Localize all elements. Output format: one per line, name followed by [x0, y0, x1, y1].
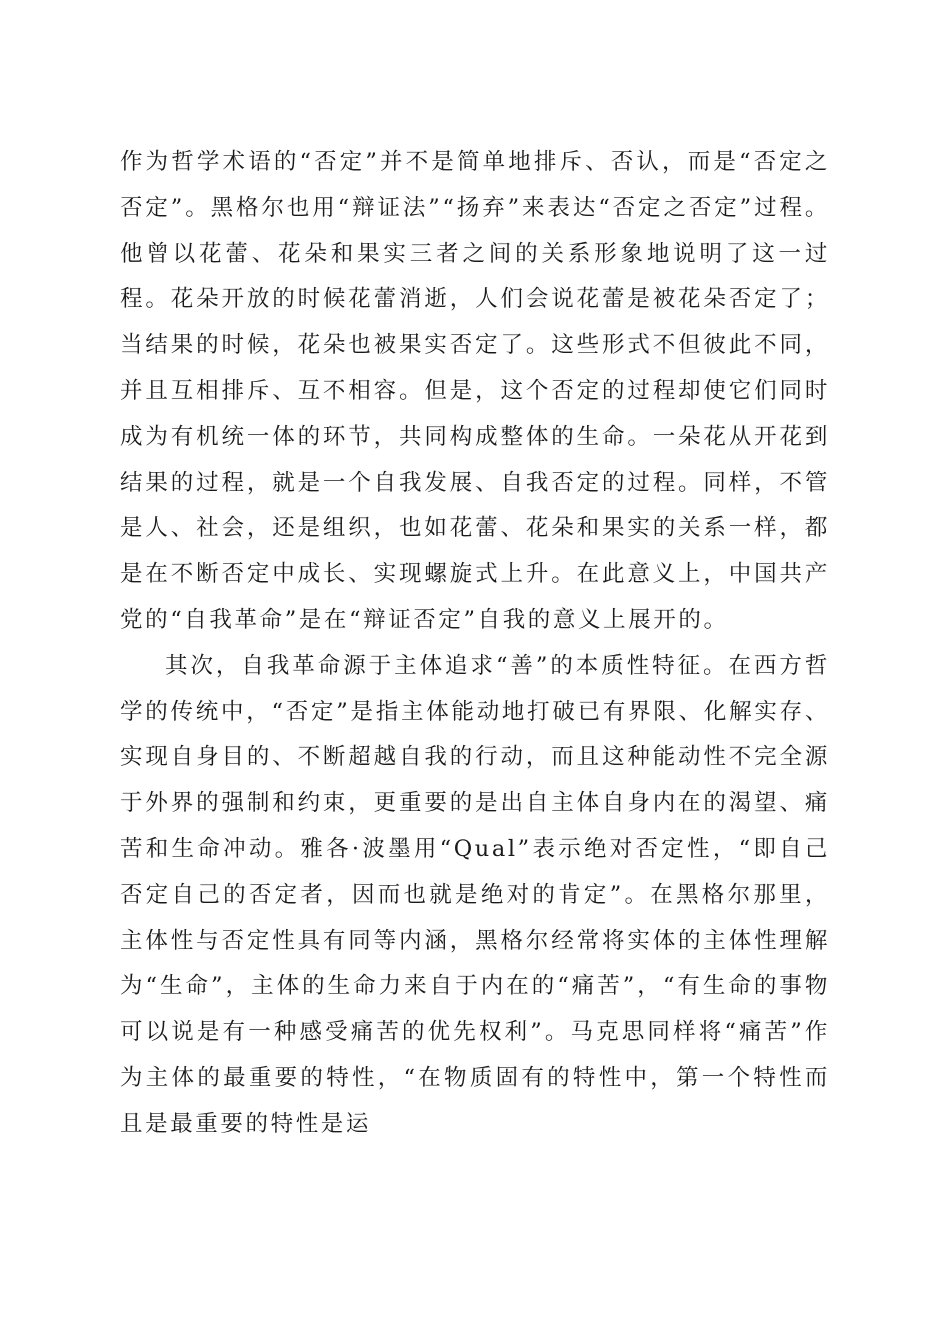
- paragraph-2: 其次，自我革命源于主体追求“善”的本质性特征。在西方哲学的传统中，“否定”是指主体能动地打破已有界限、化解实存、实现自身目的、不断超越自我的行动，而且这种能动性不完全源于外界的强制和约束，更重要的是出自主体自身内在的渴望、痛苦和生命冲动。雅各·波墨用“Qual”表示绝对否定性，“即自己否定自己的否定者，因而也就是绝对的肯定”。在黑格尔那里，主体性与否定性具有同等内涵，黑格尔经常将实体的主体性理解为“生命”，主体的生命力来自于内在的“痛苦”，“有生命的事物可以说是有一种感受痛苦的优先权利”。马克思同样将“痛苦”作为主体的最重要的特性，“在物质固有的特性中，第一个特性而且是最重要的特性是运: [120, 652, 830, 1137]
- body-text: [120, 140, 830, 1148]
- paragraph-1: 作为哲学术语的“否定”并不是简单地排斥、否认，而是“否定之否定”。黑格尔也用“辩证法”“扬弃”来表达“否定之否定”过程。他曾以花蕾、花朵和果实三者之间的关系形象地说明了这一过程。花朵开放的时候花蕾消逝，人们会说花蕾是被花朵否定了；当结果的时候，花朵也被果实否定了。这些形式不但彼此不同，并且互相排斥、互不相容。但是，这个否定的过程却使它们同时成为有机统一体的环节，共同构成整体的生命。一朵花从开花到结果的过程，就是一个自我发展、自我否定的过程。同样，不管是人、社会，还是组织，也如花蕾、花朵和果实的关系一样，都是在不断否定中成长、实现螺旋式上升。在此意义上，中国共产党的“自我革命”是在“辩证否定”自我的意义上展开的。: [120, 149, 830, 633]
